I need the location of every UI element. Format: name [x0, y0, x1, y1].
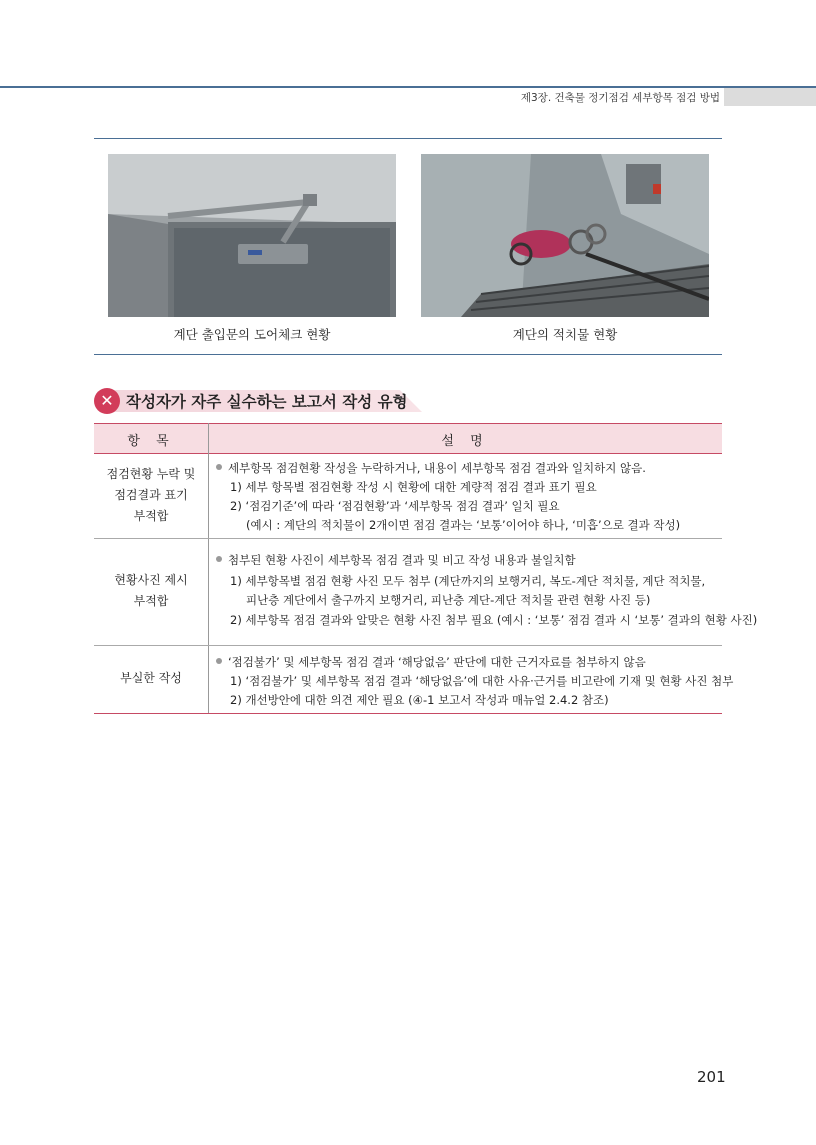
row-item-cell [94, 464, 208, 527]
row-item-line: 부적합 [133, 594, 169, 608]
header-description: 설 명 [441, 434, 489, 449]
page-number: 201 [697, 1068, 726, 1086]
sub-line: 1) ‘점검불가’ 및 세부항목 점검 결과 ‘해당없음’에 대한 사유·근거를 비고란에 기재 및 현황 사진 첨부 [230, 674, 734, 688]
bullet-line [216, 552, 576, 568]
section-title: 작성자가 자주 실수하는 보고서 작성 유형 [126, 393, 408, 411]
sub-line: 2) 개선방안에 대한 의견 제안 필요 (④-1 보고서 작성과 매뉴얼 2.4.2 참조) [230, 693, 609, 707]
bullet-line [216, 460, 646, 476]
stair-obstacles-photo [421, 154, 709, 317]
bullet-icon [216, 658, 222, 664]
left-photo-caption: 계단 출입문의 도어체크 현황 [173, 327, 331, 342]
row-item-line: 현황사진 제시 [114, 573, 188, 587]
sub-line: 피난층 계단에서 출구까지 보행거리, 피난층 계단-계단 적치물 관련 현황 사진 등) [246, 593, 651, 607]
table-row [94, 452, 722, 539]
sub-line: 2) 세부항목 점검 결과와 알맞은 현황 사진 첨부 필요 (예시 : ‘보통’ 점검 결과 시 ‘보통’ 결과의 현황 사진) [230, 613, 758, 627]
chapter-title: 제3장. 건축물 정기점검 세부항목 점검 방법 [520, 92, 720, 104]
sub-line: 1) 세부 항목별 점검현황 작성 시 현황에 대한 계량적 점검 결과 표기 필요 [230, 480, 597, 494]
bullet-icon [216, 556, 222, 562]
x-circle-icon: ✕ [94, 388, 120, 414]
row-item-line: 부실한 작성 [120, 671, 182, 685]
sub-line: 2) ‘점검기준’에 따라 ‘점검현황’과 ‘세부항목 점검 결과’ 일치 필요 [230, 499, 560, 513]
bullet-text: 첨부된 현황 사진이 세부항목 점검 결과 및 비고 작성 내용과 불일치함 [228, 553, 576, 567]
table-row [94, 538, 758, 646]
chapter-tab [724, 88, 816, 106]
row-item-line: 부적합 [133, 509, 169, 523]
row-item-line: 점검현황 누락 및 [106, 467, 196, 481]
bullet-icon [216, 464, 222, 470]
right-photo-caption: 계단의 적치물 현황 [512, 327, 618, 342]
bullet-line [216, 654, 646, 670]
bullet-text: 세부항목 점검현황 작성을 누락하거나, 내용이 세부항목 점검 결과와 일치하지 않음. [228, 461, 646, 475]
sub-line: (예시 : 계단의 적치물이 2개이면 점검 결과는 ‘보통’이어야 하나, ‘미흡’으로 결과 작성) [246, 518, 681, 532]
chapter-header [480, 88, 816, 106]
table-header [94, 423, 722, 454]
door-closer-photo [108, 154, 396, 317]
row-item-line: 점검결과 표기 [114, 488, 188, 502]
bullet-text: ‘점검불가’ 및 세부항목 점검 결과 ‘해당없음’ 판단에 대한 근거자료를 첨부하지 않음 [228, 655, 646, 669]
photo-panel [94, 138, 722, 355]
section-heading [94, 384, 424, 414]
row-item-cell [94, 668, 208, 689]
sub-line: 1) 세부항목별 점검 현황 사진 모두 첨부 (계단까지의 보행거리, 복도-계단 적치물, 계단 적치물, [230, 574, 706, 588]
header-item: 항 목 [127, 434, 175, 449]
row-item-cell [94, 570, 208, 612]
table-row [94, 645, 734, 714]
